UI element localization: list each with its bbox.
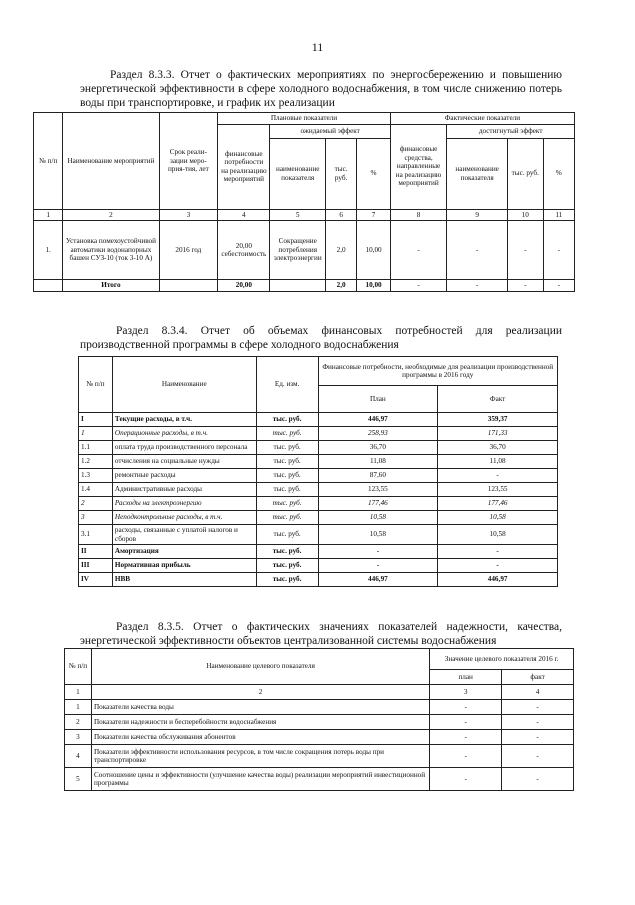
col-number: 2 <box>91 685 429 700</box>
row-name: Амортизация <box>112 545 256 559</box>
table-row <box>34 221 575 280</box>
row-num: 2 <box>65 715 92 730</box>
total-label: Итого <box>63 280 159 292</box>
row-plan: 36,70 <box>318 441 438 455</box>
row-num: 2 <box>79 497 113 511</box>
row-name: Показатели надежности и бесперебойности водоснабжения <box>91 715 429 730</box>
header-name: Наименование мероприятий <box>63 113 159 210</box>
row-plan: - <box>430 768 502 791</box>
row-name: Неподконтрольные расходы, в т.ч. <box>112 511 256 525</box>
col-number: 4 <box>218 209 270 221</box>
col-number: 7 <box>357 209 390 221</box>
table-row <box>79 559 558 573</box>
row-num: IV <box>79 573 113 587</box>
total-c8: - <box>390 280 447 292</box>
row-name: Нормативная прибыль <box>112 559 256 573</box>
row-unit: тыс. руб. <box>256 483 318 497</box>
total-c11: - <box>543 280 574 292</box>
row-unit: тыс. руб. <box>256 413 318 427</box>
header-name: Наименование <box>112 357 256 413</box>
total-c9: - <box>447 280 508 292</box>
row-num: 4 <box>65 745 92 768</box>
row-c10: - <box>507 221 543 280</box>
header-actual: Фактические показатели <box>390 113 574 125</box>
table-row <box>79 441 558 455</box>
row-fact: - <box>438 469 558 483</box>
header-num: № п/п <box>34 113 63 210</box>
row-plan: 10,58 <box>318 511 438 525</box>
row-term: 2016 год <box>159 221 218 280</box>
col-number: 1 <box>34 209 63 221</box>
row-name: Показатели качества воды <box>91 700 429 715</box>
col-number: 9 <box>447 209 508 221</box>
row-num: 1.3 <box>79 469 113 483</box>
row-fact: 171,33 <box>438 427 558 441</box>
row-name: Соотношение цены и эффективности (улучшение качества воды) реализации мероприятий инвестиционной программы <box>91 768 429 791</box>
col-number: 11 <box>543 209 574 221</box>
table-row <box>65 700 574 715</box>
row-plan: 10,58 <box>318 525 438 545</box>
row-plan: 258,93 <box>318 427 438 441</box>
row-name: Административные расходы <box>112 483 256 497</box>
header-num: № п/п <box>65 649 92 685</box>
col-number: 2 <box>63 209 159 221</box>
table-row <box>79 525 558 545</box>
table-row <box>79 573 558 587</box>
table-row <box>79 455 558 469</box>
table-row <box>79 497 558 511</box>
row-unit: тыс. руб. <box>256 545 318 559</box>
row-name: Текущие расходы, в т.ч. <box>112 413 256 427</box>
table-row <box>79 511 558 525</box>
header-term: Срок реали-зации меро-прия-тия, лет <box>159 113 218 210</box>
total-thous: 2,0 <box>325 280 356 292</box>
col-number: 5 <box>270 209 325 221</box>
row-fact: - <box>502 768 574 791</box>
col-number: 10 <box>507 209 543 221</box>
header-value: Значение целевого показателя 2016 г. <box>430 649 574 670</box>
row-unit: тыс. руб. <box>256 441 318 455</box>
row-name: ремонтные расходы <box>112 469 256 483</box>
row-fact: 10,58 <box>438 525 558 545</box>
section-835-table <box>64 648 574 791</box>
table-row <box>79 427 558 441</box>
row-fact: - <box>502 715 574 730</box>
row-fact: 359,37 <box>438 413 558 427</box>
col-number: 3 <box>430 685 502 700</box>
row-plan: 11,08 <box>318 455 438 469</box>
row-name: Показатели качества обслуживания абонентов <box>91 730 429 745</box>
page-number: 11 <box>311 40 324 54</box>
row-name: Операционные расходы, в т.ч. <box>112 427 256 441</box>
row-num: 1. <box>34 221 63 280</box>
table-row <box>65 715 574 730</box>
row-num: 1.1 <box>79 441 113 455</box>
row-plan: 446,97 <box>318 573 438 587</box>
row-c11: - <box>543 221 574 280</box>
row-num: I <box>79 413 113 427</box>
row-num: 1.4 <box>79 483 113 497</box>
table-row <box>65 768 574 791</box>
row-thous: 2,0 <box>325 221 356 280</box>
header-fin: Финансовые потребности, необходимые для реализации производственной программы в 2016 году <box>318 357 557 386</box>
row-fact: - <box>502 700 574 715</box>
row-unit: тыс. руб. <box>256 511 318 525</box>
section-834-table <box>78 356 558 587</box>
row-plan: - <box>430 730 502 745</box>
row-num: 3 <box>65 730 92 745</box>
total-c10: - <box>507 280 543 292</box>
col-number: 8 <box>390 209 447 221</box>
row-fact: 10,58 <box>438 511 558 525</box>
col-number: 1 <box>65 685 92 700</box>
header-thous-rub-actual: тыс. руб. <box>507 138 543 209</box>
total-percent: 10,00 <box>357 280 390 292</box>
row-num: 3.1 <box>79 525 113 545</box>
row-num: II <box>79 545 113 559</box>
header-plan: план <box>430 670 502 685</box>
row-num: III <box>79 559 113 573</box>
row-unit: тыс. руб. <box>256 525 318 545</box>
total-fin-need: 20,00 <box>218 280 270 292</box>
row-fact: 446,97 <box>438 573 558 587</box>
section-834-heading: Раздел 8.3.4. Отчет об объемах финансовых потребностей для реализации производственной программы в сфере холодного водоснабжения <box>80 325 562 351</box>
row-num: 3 <box>79 511 113 525</box>
header-achieved: достигнутый эффект <box>447 124 575 138</box>
table-row <box>79 469 558 483</box>
header-thous-rub: тыс. руб. <box>325 138 356 209</box>
row-num: 5 <box>65 768 92 791</box>
header-percent: % <box>357 138 390 209</box>
row-plan: - <box>430 745 502 768</box>
row-percent: 10,00 <box>357 221 390 280</box>
header-indicator-name-actual: наименование показателя <box>447 138 508 209</box>
row-fact: - <box>502 745 574 768</box>
row-name: расходы, связанные с уплатой налогов и сборов <box>112 525 256 545</box>
row-name: Расходы на электроэнергию <box>112 497 256 511</box>
section-833-heading: Раздел 8.3.3. Отчет о фактических мероприятиях по энергосбережению и повышению энергетической эффективности в сфере холодного водоснабжения, в том числе снижению потерь воды при транспортировке, и график их реализации <box>80 69 562 109</box>
header-fact: Факт <box>438 386 558 413</box>
section-835-heading: Раздел 8.3.5. Отчет о фактических значениях показателей надежности, качества, энергетической эффективности объектов централизованной системы водоснабжения <box>80 621 562 647</box>
row-fact: - <box>438 559 558 573</box>
row-plan: 177,46 <box>318 497 438 511</box>
row-name: НВВ <box>112 573 256 587</box>
header-expected: ожидаемый эффект <box>270 124 390 138</box>
row-fact: 123,55 <box>438 483 558 497</box>
row-fact: 36,70 <box>438 441 558 455</box>
row-fact: 11,08 <box>438 455 558 469</box>
row-plan: 87,60 <box>318 469 438 483</box>
table-row <box>65 730 574 745</box>
table-row <box>79 483 558 497</box>
row-plan: - <box>318 559 438 573</box>
row-fact: 177,46 <box>438 497 558 511</box>
header-name: Наименование целевого показателя <box>91 649 429 685</box>
header-fin-need: финансовые потребности на реализацию мероприятий <box>218 124 270 209</box>
row-fact: - <box>438 545 558 559</box>
row-name: Установка помехоустойчивой автоматики водонапорных башен СУЗ-10 (ток 3-10 А) <box>63 221 159 280</box>
row-plan: - <box>318 545 438 559</box>
row-num: 1 <box>65 700 92 715</box>
row-name: Показатели эффективности использования ресурсов, в том числе сокращения потерь воды при транспортировке <box>91 745 429 768</box>
row-name: отчисления на социальные нужды <box>112 455 256 469</box>
row-c9: - <box>447 221 508 280</box>
header-percent-actual: % <box>543 138 574 209</box>
row-plan: 123,55 <box>318 483 438 497</box>
col-number: 4 <box>502 685 574 700</box>
header-fact: факт <box>502 670 574 685</box>
col-number: 3 <box>159 209 218 221</box>
row-unit: тыс. руб. <box>256 497 318 511</box>
header-plan: План <box>318 386 438 413</box>
table-row <box>79 545 558 559</box>
header-unit: Ед. изм. <box>256 357 318 413</box>
row-indicator: Сокращение потребления электроэнергии <box>270 221 325 280</box>
row-c8: - <box>390 221 447 280</box>
row-num: 1 <box>79 427 113 441</box>
row-plan: 446,97 <box>318 413 438 427</box>
row-name: оплата труда производственного персонала <box>112 441 256 455</box>
col-number: 6 <box>325 209 356 221</box>
table-row <box>79 413 558 427</box>
header-num: № п/п <box>79 357 113 413</box>
row-unit: тыс. руб. <box>256 455 318 469</box>
header-indicator-name: наименование показателя <box>270 138 325 209</box>
row-plan: - <box>430 700 502 715</box>
row-fact: - <box>502 730 574 745</box>
header-planned: Плановые показатели <box>218 113 391 125</box>
table-row <box>65 745 574 768</box>
row-plan: - <box>430 715 502 730</box>
row-unit: тыс. руб. <box>256 559 318 573</box>
row-fin-need: 20,00 себестоимость <box>218 221 270 280</box>
row-unit: тыс. руб. <box>256 469 318 483</box>
header-fin-funds: финансовые средства, направленные на реализацию мероприятий <box>390 124 447 209</box>
row-num: 1.2 <box>79 455 113 469</box>
row-unit: тыс. руб. <box>256 427 318 441</box>
total-row <box>34 280 575 292</box>
section-833-table <box>33 112 575 292</box>
row-unit: тыс. руб. <box>256 573 318 587</box>
